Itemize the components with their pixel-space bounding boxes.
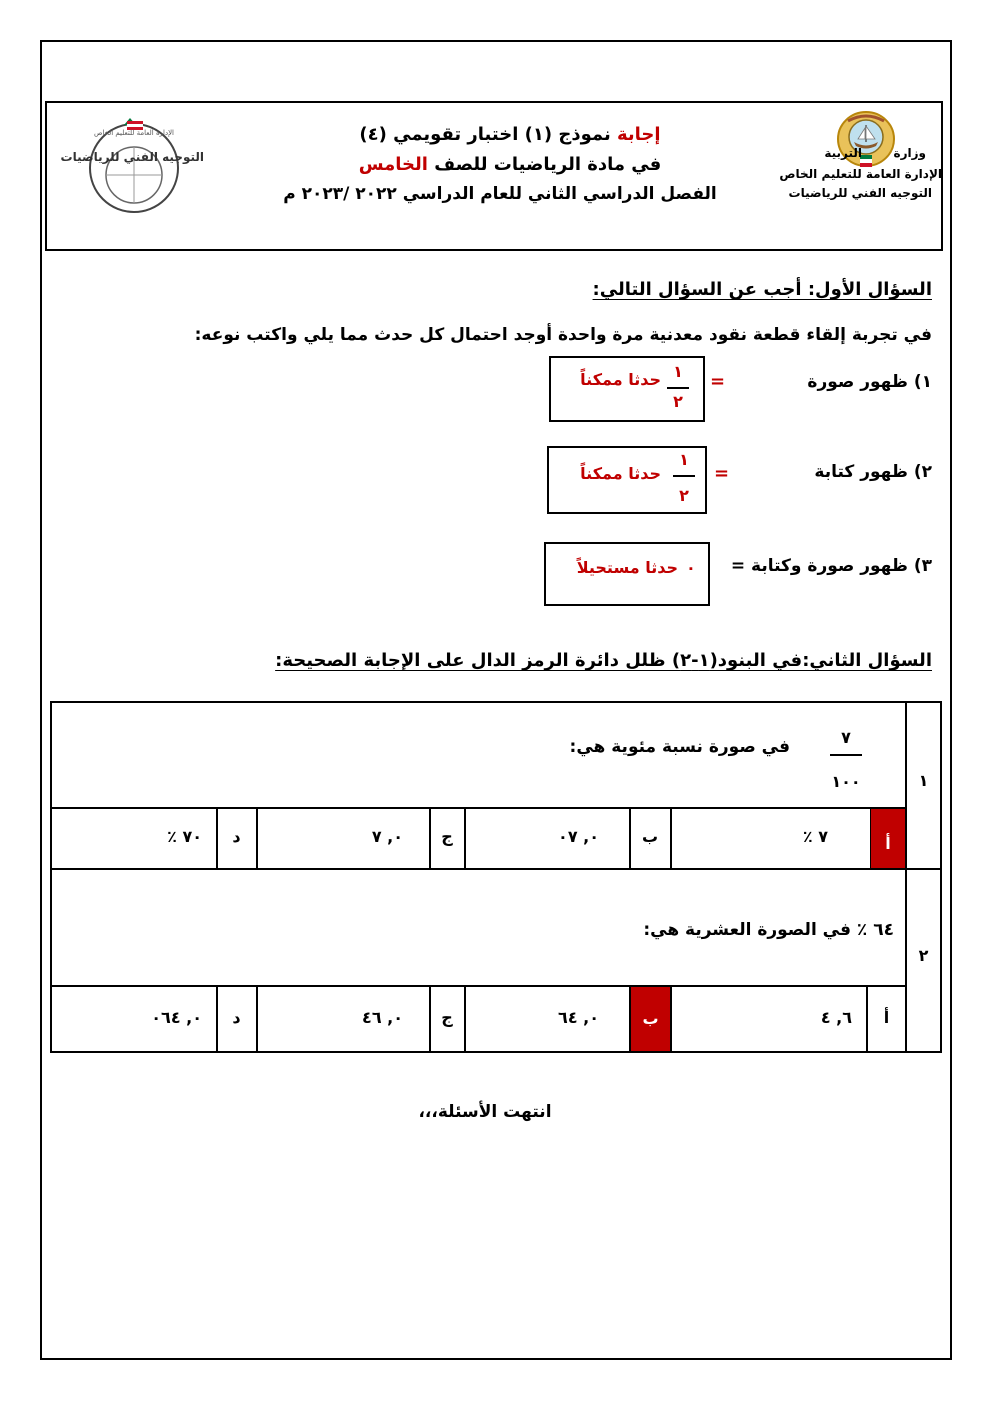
row2-option-b-value-text: ٠, ٦٤ xyxy=(558,1008,599,1027)
logo-small-text: الإدارة العامة للتعليم الخاص xyxy=(93,129,175,137)
q1-item-2-answer: حدثا ممكناً xyxy=(580,464,661,483)
end-of-questions: انتهت الأسئلة،،، xyxy=(418,1102,552,1122)
title-answer-word: إجابة xyxy=(617,124,661,145)
q1-item-1-label: ١) ظهور صورة xyxy=(807,372,932,392)
q1-item-3-answer: حدثا مستحيلاً xyxy=(576,558,678,577)
grade-word: الخامس xyxy=(358,154,428,175)
row1-option-c-value-text: ٠, ٧ xyxy=(371,827,403,846)
row2-question: ٦٤ ٪ في الصورة العشرية هي: xyxy=(643,920,894,940)
row1-question: في صورة نسبة مئوية هي: xyxy=(569,737,790,757)
table-border-top xyxy=(50,701,942,703)
q1-item-3-label: ٣) ظهور صورة وكتابة = xyxy=(730,556,932,576)
row1-option-d-value-text: ٪ ٧٠ xyxy=(167,827,202,846)
q1-item-1-denominator: ٢ xyxy=(673,392,683,411)
q1-item-2-denominator: ٢ xyxy=(679,486,689,505)
row1-option-c-value xyxy=(258,827,429,846)
row1-option-a-value xyxy=(672,827,870,846)
row1-option-d-letter[interactable]: د xyxy=(232,827,241,846)
ministry-word: وزارة xyxy=(893,146,926,160)
row2-option-c-value xyxy=(258,1008,429,1027)
row1-fraction-bar xyxy=(830,754,862,756)
row1-option-c-letter[interactable]: ج xyxy=(441,827,453,846)
title-line-2 xyxy=(260,154,760,175)
row1-fraction-numerator: ٧ xyxy=(841,728,851,747)
math-guidance-logo xyxy=(60,113,204,213)
q1-item-1-numerator: ١ xyxy=(673,362,683,381)
dept-name: الإدارة العامة للتعليم الخاص xyxy=(779,167,942,181)
q1-item-2-numerator: ١ xyxy=(679,450,689,469)
row-separator xyxy=(50,868,942,870)
row2-number: ٢ xyxy=(918,946,929,965)
row1-number: ١ xyxy=(918,771,929,790)
math-guidance-label: التوجيه الفني للرياضيات xyxy=(788,186,932,200)
q1-item-2-equals: = xyxy=(714,463,730,484)
q1-item-2-fraction-bar xyxy=(673,475,695,477)
row1-question-divider xyxy=(50,807,907,809)
row2-option-a-letter[interactable]: أ xyxy=(883,1008,890,1027)
row1-fraction-denominator: ١٠٠ xyxy=(831,772,861,791)
row1-option-d-value xyxy=(52,827,216,846)
row2-question-divider xyxy=(50,985,907,987)
q1-item-1-fraction-bar xyxy=(667,387,689,389)
q1-item-1-answer-box xyxy=(549,356,705,422)
number-column-divider xyxy=(905,701,907,1053)
q2-heading: السؤال الثاني:في البنود(١-٢) ظلل دائرة الرمز الدال على الإجابة الصحيحة: xyxy=(275,650,932,671)
row2-option-a-value-text: ٦, ٤ xyxy=(820,1008,852,1027)
row1-option-b-value xyxy=(466,827,629,846)
row1-option-b-value-text: ٠, ٠٧ xyxy=(558,827,599,846)
q1-item-3-answer-box xyxy=(544,542,710,606)
q1-item-1-answer: حدثا ممكناً xyxy=(580,370,661,389)
row2-option-d-value xyxy=(52,1008,216,1027)
term-line: الفصل الدراسي الثاني للعام الدراسي ٢٠٢٢ /٢٠٢٣ م xyxy=(283,184,717,204)
row2-option-d-letter[interactable]: د xyxy=(232,1008,241,1027)
q1-item-2-answer-box xyxy=(547,446,707,514)
table-border-right xyxy=(940,701,942,1053)
education-word: التربية xyxy=(824,146,862,160)
row2-option-c-value-text: ٠, ٤٦ xyxy=(362,1008,403,1027)
q1-item-1-equals: = xyxy=(710,371,726,392)
row1-option-a-value-text: ٪ ٧ xyxy=(802,827,828,846)
q1-heading: السؤال الأول: أجب عن السؤال التالي: xyxy=(592,279,932,300)
q1-item-2-label: ٢) ظهور كتابة xyxy=(814,462,932,482)
row1-option-a-letter[interactable]: أ xyxy=(871,809,905,868)
q1-item-3-value: ٠ xyxy=(686,558,696,577)
q1-prompt: في تجربة إلقاء قطعة نقود معدنية مرة واحدة أوجد احتمال كل حدث مما يلي واكتب نوعه: xyxy=(194,325,932,345)
row2-option-a-value xyxy=(672,1008,866,1027)
row2-option-b-letter[interactable]: ب xyxy=(631,987,670,1051)
table-border-bottom xyxy=(50,1051,942,1053)
row2-option-b-value xyxy=(466,1008,629,1027)
title-rest: نموذج (١) اختبار تقويمي (٤) xyxy=(359,124,611,145)
table-border-left xyxy=(50,701,52,1053)
title-line-1 xyxy=(260,124,760,145)
logo-main-text: التوجيه الفني للرياضيات xyxy=(60,150,204,164)
row2-option-c-letter[interactable]: ج xyxy=(441,1008,453,1027)
kuwait-emblem-icon xyxy=(834,109,898,171)
row1-option-b-letter[interactable]: ب xyxy=(641,827,659,846)
row2-option-d-value-text: ٠, ٠٦٤ xyxy=(151,1008,202,1027)
q2-table xyxy=(50,701,942,1053)
subject-prefix: في مادة الرياضيات للصف xyxy=(434,154,662,175)
